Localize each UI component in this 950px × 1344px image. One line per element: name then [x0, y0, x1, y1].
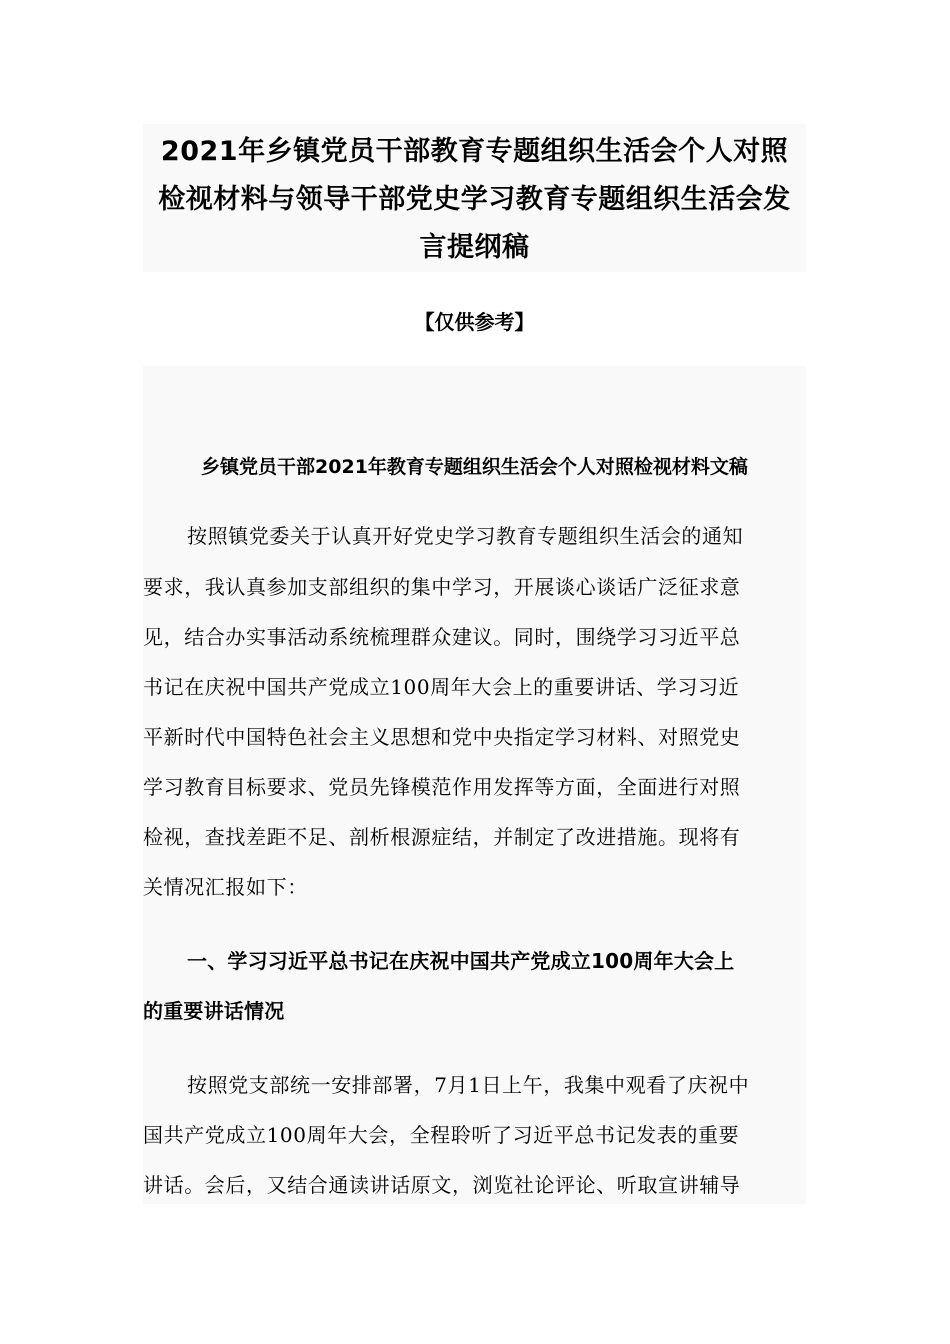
- intro-line-8: 关情况汇报如下：: [143, 875, 308, 899]
- para2-line-3: 讲话。会后，又结合通读讲话原文，浏览社论评论、听取宣讲辅导: [143, 1173, 741, 1197]
- title-line-1: 2021年乡镇党员干部教育专题组织生活会个人对照: [160, 136, 789, 167]
- intro-line-4: 书记在庆祝中国共产党成立100周年大会上的重要讲话、学习习近: [143, 675, 740, 699]
- document-body: [143, 366, 806, 1204]
- intro-line-2: 要求，我认真参加支部组织的集中学习，开展谈心谈话广泛征求意: [143, 575, 741, 599]
- intro-line-1: 按照镇党委关于认真开好党史学习教育专题组织生活会的通知: [187, 524, 744, 548]
- reference-note: 【仅供参考】: [414, 310, 535, 334]
- intro-line-7: 检视，查找差距不足、剖析根源症结，并制定了改进措施。现将有: [143, 825, 741, 849]
- intro-line-5: 平新时代中国特色社会主义思想和党中央指定学习材料、对照党史: [143, 725, 741, 749]
- heading1-line-1: 一、学习习近平总书记在庆祝中国共产党成立100周年大会上: [187, 949, 735, 973]
- heading1-line-2: 的重要讲话情况: [143, 999, 285, 1023]
- para2-line-1: 按照党支部统一安排部署，7月1日上午，我集中观看了庆祝中: [187, 1073, 750, 1097]
- document-title: [143, 124, 806, 272]
- title-line-2: 检视材料与领导干部党史学习教育专题组织生活会发: [158, 184, 791, 215]
- para2-line-2: 国共产党成立100周年大会，全程聆听了习近平总书记发表的重要: [143, 1123, 740, 1147]
- intro-line-6: 学习教育目标要求、党员先锋模范作用发挥等方面，全面进行对照: [143, 775, 741, 799]
- title-line-3: 言提纲稿: [419, 232, 530, 263]
- intro-line-3: 见，结合办实事活动系统梳理群众建议。同时，围绕学习习近平总: [143, 625, 741, 649]
- section-title: 乡镇党员干部2021年教育专题组织生活会个人对照检视材料文稿: [201, 456, 748, 478]
